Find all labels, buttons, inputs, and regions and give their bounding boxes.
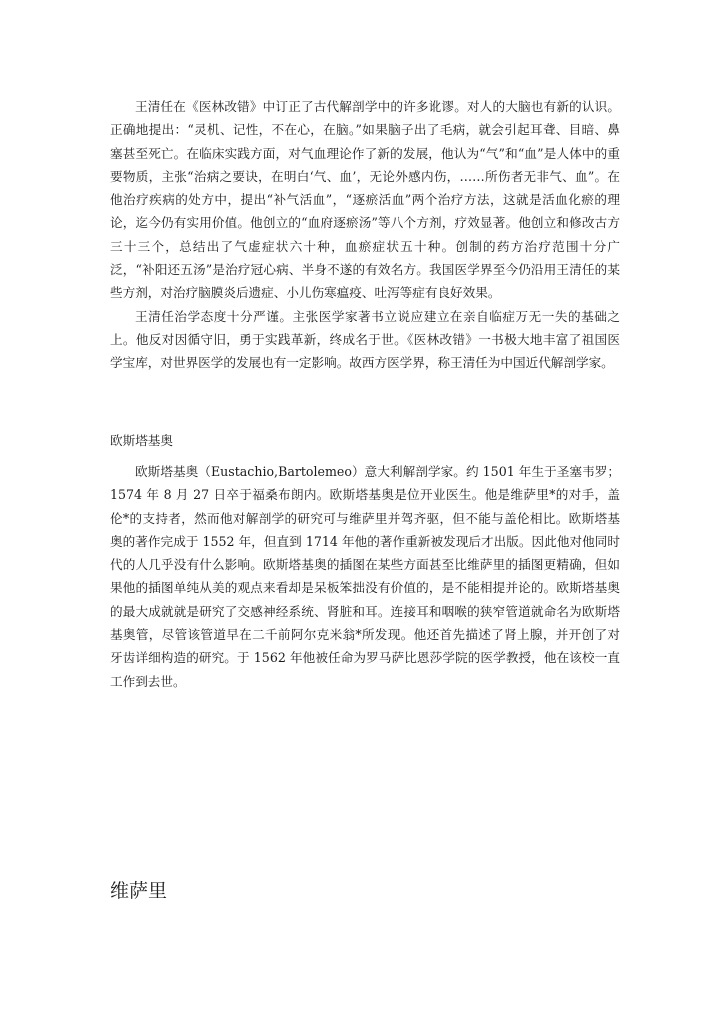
wang-qingren-section bbox=[110, 95, 620, 375]
eustachio-section bbox=[110, 460, 620, 693]
wang-qingren-paragraph-1: 王清任在《医林改错》中订正了古代解剖学中的许多讹谬。对人的大脑也有新的认识。正确地提出：“灵机、记性，不在心，在脑。”如果脑子出了毛病，就会引起耳聋、目暗、鼻塞甚至死亡。在临床实践方面，对气血理论作了新的发展，他认为“气”和“血”是人体中的重要物质，主张“治病之要诀，在明白‘气、血’，无论外感内伤，……所伤者无非气、血”。在他治疗疾病的处方中，提出“补气活血”，“逐瘀活血”两个治疗方法，这就是活血化瘀的理论，迄今仍有实用价值。他创立的“血府逐瘀汤”等八个方剂，疗效显著。他创立和修改古方三十三个，总结出了气虚症状六十种，血瘀症状五十种。创制的药方治疗范围十分广泛，“补阳还五汤”是治疗冠心病、半身不遂的有效名方。我国医学界至今仍沿用王清任的某些方剂，对治疗脑膜炎后遗症、小儿伤寒瘟疫、吐泻等症有良好效果。 bbox=[110, 99, 620, 301]
wang-qingren-paragraph-2: 王清任治学态度十分严谨。主张医学家著书立说应建立在亲自临症万无一失的基础之上。他反对因循守旧，勇于实践革新，终成名于世。《医林改错》一书极大地丰富了祖国医学宝库，对世界医学的发展也有一定影响。故西方医学界，称王清任为中国近代解剖学家。 bbox=[110, 308, 620, 371]
eustachio-paragraph: 欧斯塔基奥（Eustachio,Bartolemeo）意大利解剖学家。约 1501 年生于圣塞韦罗；1574 年 8 月 27 日卒于福桑布朗内。欧斯塔基奥是位开业医生。他是维萨里*的对手，盖伦*的支持者，然而他对解剖学的研究可与维萨里并驾齐驱，但不能与盖伦相比。欧斯塔基奥的著作完成于 1552 年，但直到 1714 年他的著作重新被发现后才出版。因此他对他同时代的人几乎没有什么影响。欧斯塔基奥的插图在某些方面甚至比维萨里的插图更精确，但如果他的插图单纯从美的观点来看却是呆板笨拙没有价值的，是不能相提并论的。欧斯塔基奥的最大成就就是研究了交感神经系统、肾脏和耳。连接耳和咽喉的狭窄管道就命名为欧斯塔基奥管，尽管该管道早在二千前阿尔克米翁*所发现。他还首先描述了肾上腺，并开创了对牙齿详细构造的研究。于 1562 年他被任命为罗马萨比恩莎学院的医学教授，他在该校一直工作到去世。 bbox=[110, 464, 620, 689]
vesalius-heading: 维萨里 bbox=[110, 880, 168, 902]
eustachio-heading: 欧斯塔基奥 bbox=[110, 433, 173, 448]
